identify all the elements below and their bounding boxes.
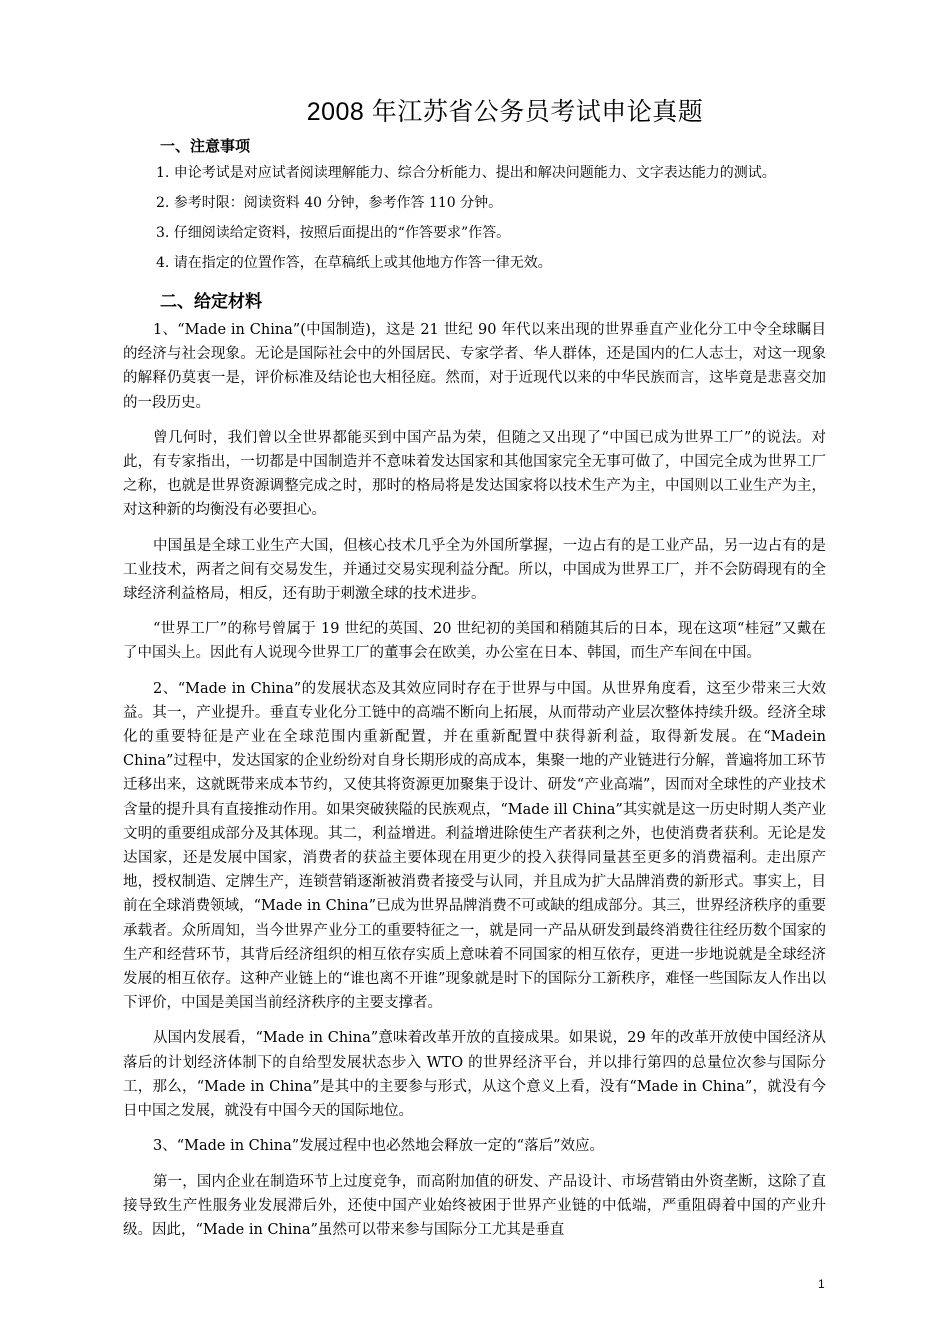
material-paragraph: 3、“Made in China”发展过程中也必然地会释放一定的“落后”效应。 xyxy=(153,1138,604,1155)
material-paragraph: 从国内发展看，“Made in China”意味着改革开放的直接成果。如果说，29 年的改革开放使中国经济从落后的计划经济体制下的自给型发展状态步入 WTO 的世界经济平台，并以排行第四的总量位次参与国际分工，那么，“Made in China”是其中的主要参与形式，从这个意义上看，没有“Made in China”，就没有今日中国之发展，就没有中国今天的国际地位。 xyxy=(123,1030,826,1120)
section-heading-materials: 二、给定材料 xyxy=(160,292,262,312)
notice-item: 1. 申论考试是对应试者阅读理解能力、综合分析能力、提出和解决问题能力、文字表达能力的测试。 xyxy=(156,165,776,181)
material-paragraph: 第一，国内企业在制造环节上过度竞争，而高附加值的研发、产品设计、市场营销由外资垄断，这除了直接导致生产性服务业发展滞后外，还使中国产业始终被困于世界产业链的中低端，严重阻碍着中国的产业升级。因此，“Made in China”虽然可以带来参与国际分工尤其是垂直 xyxy=(123,1173,826,1238)
materials-body xyxy=(123,318,826,1253)
material-paragraph: 2、“Made in China”的发展状态及其效应同时存在于世界与中国。从世界角度看，这至少带来三大效益。其一，产业提升。垂直专业化分工链中的高端不断向上拓展，从而带动产业层次整体持续升级。经济全球化的重要特征是产业在全球范围内重新配置，并在重新配置中获得新利益，取得新发展。在“Madein China”过程中，发达国家的企业纷纷对自身长期形成的高成本，集聚一地的产业链进行分解，普遍将加工环节迁移出来，这就既带来成本节约，又使其将资源更加聚集于设计、研发“产业高端”，因而对全球性的产业技术含量的提升具有直接推动作用。如果突破狭隘的民族观点，“Made ill China”其实就是这一历史时期人类产业文明的重要组成部分及其体现。其二，利益增进。利益增进除使生产者获利之外，也使消费者获利。无论是发达国家，还是发展中国家，消费者的获益主要体现在用更少的投入获得同量甚至更多的消费福利。走出原产地，授权制造、定牌生产，连锁营销逐渐被消费者接受与认同，并且成为扩大品牌消费的新形式。事实上，目前在全球消费领域，“Made in China”已成为世界品牌消费不可或缺的组成部分。其三，世界经济秩序的重要承载者。众所周知，当今世界产业分工的重要特征之一，就是同一产品从研发到最终消费往往经历数个国家的生产和经营环节，其背后经济组织的相互依存实质上意味着不同国家的相互依存，更进一步地说就是全球经济发展的相互依存。这种产业链上的“谁也离不开谁”现象就是时下的国际分工新秩序，难怪一些国际友人作出以下评价，中国是美国当前经济秩序的主要支撑者。 xyxy=(123,680,826,1012)
notice-list xyxy=(123,162,828,282)
notice-item: 4. 请在指定的位置作答，在草稿纸上或其他地方作答一律无效。 xyxy=(156,255,552,271)
material-paragraph: 中国虽是全球工业生产大国，但核心技术几乎全为外国所掌握，一边占有的是工业产品，另一边占有的是工业技术，两者之间有交易发生，并通过交易实现利益分配。所以，中国成为世界工厂，并不会防碍现有的全球经济利益格局，相反，还有助于刺激全球的技术进步。 xyxy=(123,537,826,603)
page-number: 1 xyxy=(818,1277,825,1291)
section-heading-notice: 一、注意事项 xyxy=(160,137,251,155)
notice-item: 2. 参考时限：阅读资料 40 分钟，参考作答 110 分钟。 xyxy=(156,195,503,211)
notice-item: 3. 仔细阅读给定资料，按照后面提出的“作答要求”作答。 xyxy=(156,225,511,241)
material-paragraph: “世界工厂”的称号曾属于 19 世纪的英国、20 世纪初的美国和稍随其后的日本，现在这项“桂冠”又戴在了中国头上。因此有人说现今世界工厂的董事会在欧美，办公室在日本、韩国，而生产车间在中国。 xyxy=(123,621,826,662)
material-paragraph: 曾几何时，我们曾以全世界都能买到中国产品为荣，但随之又出现了“中国已成为世界工厂”的说法。对此，有专家指出，一切都是中国制造并不意味着发达国家和其他国家完全无事可做了，中国完全成为世界工厂之称，也就是世界资源调整完成之时，那时的格局将是发达国家将以技术生产为主，中国则以工业生产为主，对这种新的均衡没有必要担心。 xyxy=(123,429,826,519)
page-title: 2008 年江苏省公务员考试申论真题 xyxy=(306,98,704,126)
material-paragraph: 1、“Made in China”(中国制造)，这是 21 世纪 90 年代以来出现的世界垂直产业化分工中令全球瞩目的经济与社会现象。无论是国际社会中的外国居民、专家学者、华人群体，还是国内的仁人志士，对这一现象的解释仍莫衷一是，评价标准及结论也大相径庭。然而，对于近现代以来的中华民族而言，这毕竟是悲喜交加的一段历史。 xyxy=(123,322,826,411)
